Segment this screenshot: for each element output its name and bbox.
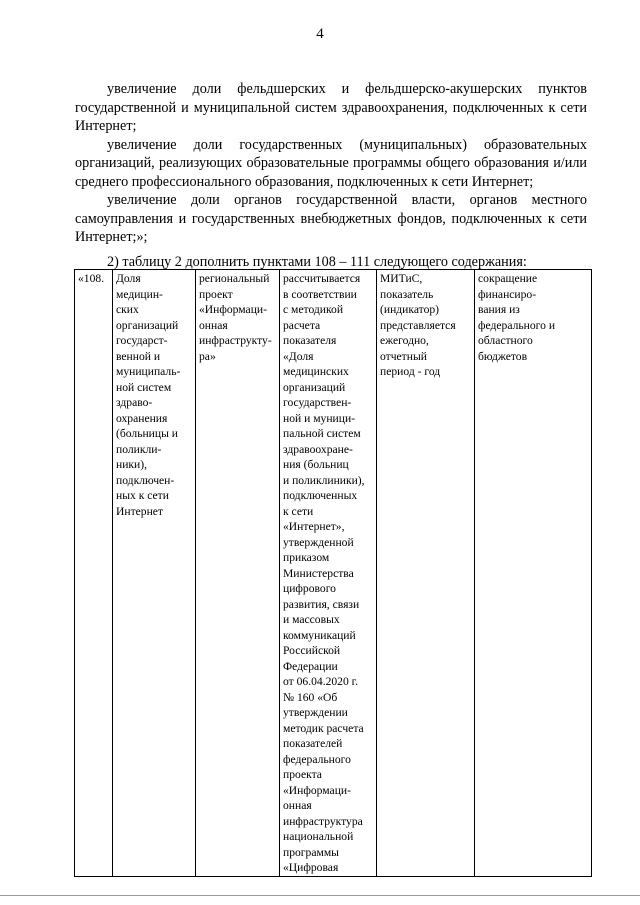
bottom-rule: [0, 895, 640, 896]
cell-indicator: Доля медицин- ских организаций государст- венной и муниципаль- ной систем здраво- охранения (больницы и поликли- ники), подключен- ных к сети Интернет: [113, 270, 196, 877]
cell-project: региональный проект «Информаци- онная инфраструкту- ра»: [196, 270, 280, 877]
table-row: [75, 270, 592, 877]
paragraph-authorities: увеличение доли органов государственной власти, органов местного самоуправления и государственных внебюджетных фондов, подключенных к сети Интернет;»;: [75, 192, 587, 245]
cell-number: «108.: [75, 270, 113, 877]
table-intro: 2) таблицу 2 дополнить пунктами 108 – 111 следующего содержания:: [107, 254, 527, 270]
indicator-table: [74, 269, 592, 877]
paragraph-education: увеличение доли государственных (муниципальных) образовательных организаций, реализующих образовательные программы общего образования и/или среднего профессионального образования, подключенных к сети Интернет;: [75, 136, 587, 190]
paragraph-fap: увеличение доли фельдшерских и фельдшерско-акушерских пунктов государственной и муниципальной систем здравоохранения, подключенных к сети Интернет;: [75, 81, 587, 134]
page-number: 4: [316, 26, 324, 42]
cell-method: рассчитывается в соответствии с методикой расчета показателя «Доля медицинских организаций государствен- ной и муници- пальной систем здравоохране- ния (больниц и поликлиники), подключенных к сети «Интернет», утвержденной приказом Министерства цифрового развития, связи и массовых коммуникаций Российской Федерации от 06.04.2020 г. № 160 «Об утверждении методик расчета показателей федерального проекта «Информаци- онная инфраструктура национальной программы «Цифровая: [280, 270, 377, 877]
body-text: [75, 80, 587, 247]
cell-risk: сокращение финансиро- вания из федерального и областного бюджетов: [475, 270, 592, 877]
cell-source: МИТиС, показатель (индикатор) представляется ежегодно, отчетный период - год: [377, 270, 475, 877]
